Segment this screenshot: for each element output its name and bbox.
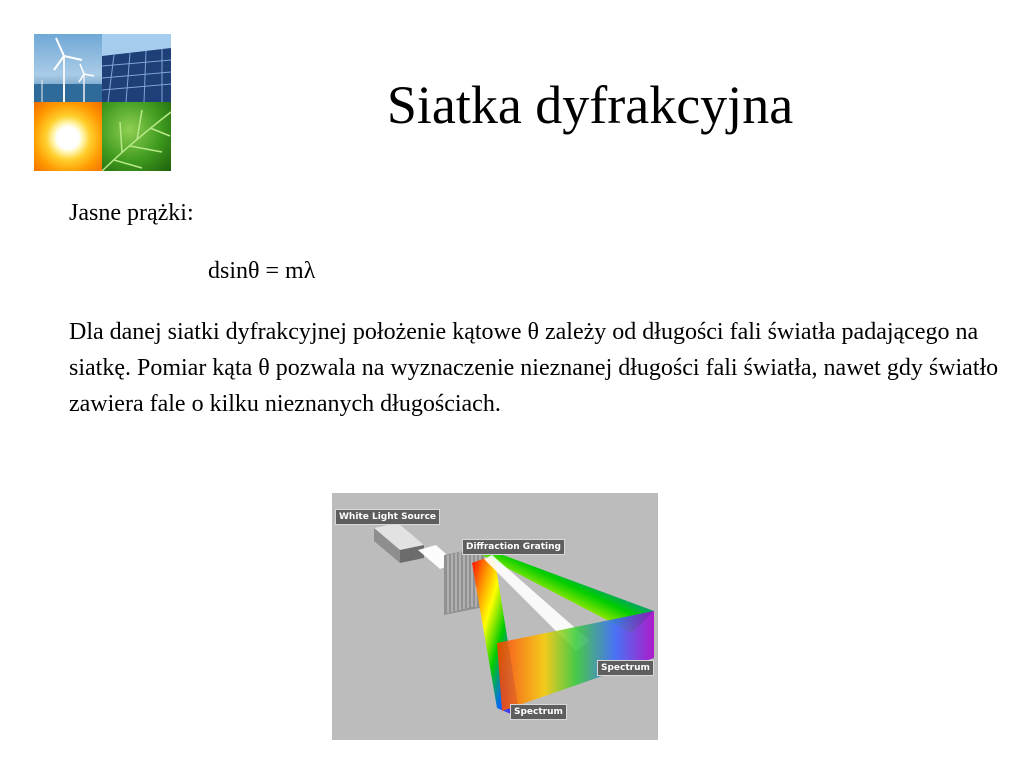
energy-logo	[34, 34, 171, 171]
light-source-label: White Light Source	[335, 509, 440, 525]
grating-label: Diffraction Grating	[462, 539, 565, 555]
bright-fringes-label: Jasne prążki:	[69, 200, 194, 226]
spectrum-label-right: Spectrum	[597, 660, 654, 676]
solar-panel-icon	[102, 34, 171, 102]
light-source-box	[374, 523, 424, 563]
diffraction-grating-figure	[332, 493, 658, 740]
slide-title: Siatka dyfrakcyjna	[386, 75, 794, 135]
grating-equation: dsinθ = mλ	[208, 258, 316, 284]
sun-icon	[34, 102, 102, 171]
description-paragraph: Dla danej siatki dyfrakcyjnej położenie kątowe θ zależy od długości fali światła padającego na siatkę. Pomiar kąta θ pozwala na wyznaczenie nieznanej długości fali światła, nawet gdy światło zawiera fale o kilku nieznanych długościach.	[69, 319, 999, 417]
leaf-icon	[102, 102, 171, 171]
wind-turbine-icon	[34, 34, 102, 102]
diffraction-diagram	[332, 493, 658, 740]
spectrum-label-bottom: Spectrum	[510, 704, 567, 720]
